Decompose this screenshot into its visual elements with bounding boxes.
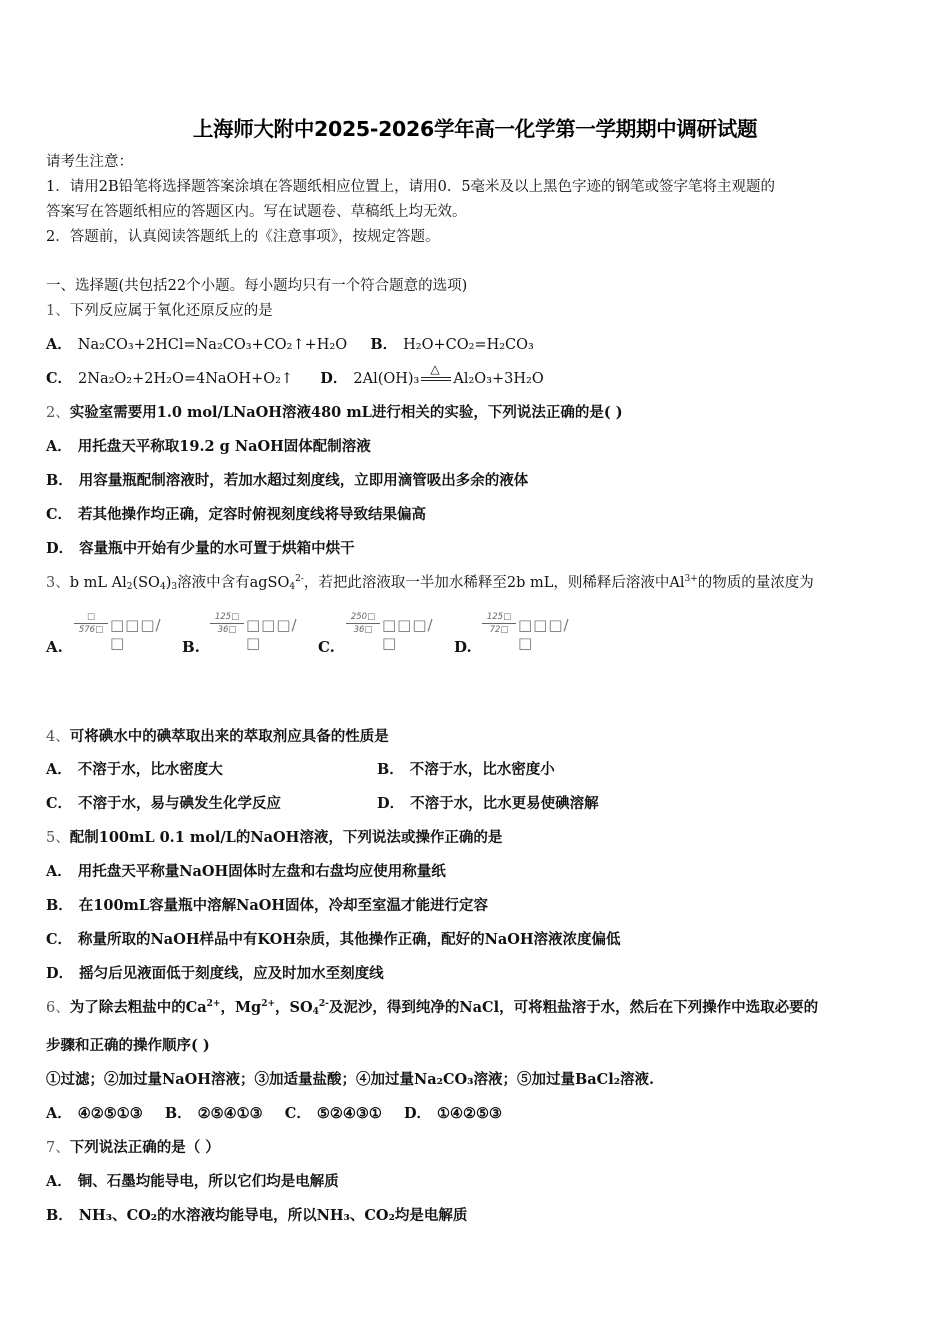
superscript: 2+ [206,999,221,1009]
option-text-d-product: Al₂O₃+3H₂O [453,371,544,387]
option-text: 不溶于水，比水密度大 [77,761,223,778]
stem-part: b mL Al [69,575,127,591]
option-label: C． [46,931,73,948]
option-text: 不溶于水，比水更易使碘溶解 [410,795,599,812]
stem-part: ，Mg [220,999,262,1016]
option-label-b: B． [370,336,398,353]
denominator: 72□ [489,625,509,635]
question-4-option-b [377,760,555,780]
notice-heading: 请考生注意： [46,154,133,170]
option-label-c: C． [284,1105,311,1122]
option-label: B. [182,638,200,656]
denominator: 36□ [217,625,237,635]
option-text: 用容量瓶配制溶液时，若加水超过刻度线，立即用滴管吸出多余的液体 [78,472,529,489]
page-title: 上海师大附中2025-2026学年高一化学第一学期期中调研试题 [192,117,758,141]
fraction [210,612,244,635]
question-2-option-c [46,505,426,525]
question-text: 下列反应属于氧化还原反应的是 [69,303,273,319]
fraction [74,612,108,635]
subscript: 3 [171,582,178,592]
question-text: 可将碘水中的碘萃取出来的萃取剂应具备的性质是 [69,728,389,745]
question-text: 实验室需要用1.0 mol/LNaOH溶液480 mL进行相关的实验，下列说法正确的是( ) [69,404,623,421]
option-label: A. [46,638,63,656]
option-text: 若其他操作均正确，定容时俯视刻度线将导致结果偏高 [78,506,427,523]
superscript: 3+ [684,574,698,584]
unit-text: □□□/□ [382,616,434,652]
question-1-options-cd [46,362,544,389]
question-3-stem [46,573,814,593]
section-heading: 一、选择题(共包括22个小题。每小题均只有一个符合题意的选项) [46,278,468,294]
question-number: 6、 [46,1000,70,1016]
option-label: D． [46,540,74,557]
option-label: A． [46,1173,72,1190]
question-6-stem [46,998,818,1018]
numerator: □ [74,612,108,624]
option-label: A． [46,438,72,455]
superscript: 2- [318,999,329,1009]
numerator: 250□ [346,612,380,624]
option-label-d: D． [403,1105,432,1122]
option-label: B． [46,1207,73,1224]
option-text-d-reactant: 2Al(OH)₃ [353,371,420,387]
question-2-option-d [46,539,355,559]
stem-part: 的物质的量浓度为 [697,575,814,591]
option-label: C. [318,638,335,656]
option-text-a: Na₂CO₃+2HCl=Na₂CO₃+CO₂↑+H₂O [77,337,348,353]
unit-text: □□□/□ [246,616,298,652]
option-label: C． [46,506,73,523]
delta-icon: △ [430,362,440,376]
subscript: 4 [312,1007,319,1017]
superscript: 2+ [261,999,275,1009]
question-2-stem [46,403,623,423]
question-1-stem [46,301,273,321]
heat-condition-equals-sign [421,362,451,385]
question-6-stem-line2: 步骤和正确的操作顺序( ) [46,1037,210,1054]
question-4-option-d [377,794,599,814]
question-5-option-d [46,964,384,984]
option-text-a: ④②⑤①③ [77,1105,143,1122]
stem-part: (SO [132,575,160,591]
question-7-stem [46,1138,220,1158]
option-text: 容量瓶中开始有少量的水可置于烘箱中烘干 [79,540,355,557]
option-label: B． [377,761,404,778]
option-label: A． [46,863,72,880]
question-number: 3、 [46,575,70,591]
question-4-option-c [46,794,281,814]
option-label-b: B． [164,1105,192,1122]
question-text: 下列说法正确的是（ ） [69,1139,220,1156]
option-text: 在100mL容量瓶中溶解NaOH固体，冷却至室温才能进行定容 [78,897,489,914]
option-text: 用托盘天平称量NaOH固体时左盘和右盘均应使用称量纸 [77,863,446,880]
option-label-a: A． [46,336,72,353]
option-text: 用托盘天平称取19.2 g NaOH固体配制溶液 [77,438,371,455]
option-label: A． [46,761,72,778]
option-text-b: H₂O+CO₂=H₂CO₃ [403,337,534,353]
question-5-option-b [46,896,488,916]
question-5-stem [46,828,502,848]
question-number: 2、 [46,405,70,421]
option-text-b: ②⑤④①③ [197,1105,263,1122]
option-label: D. [454,638,472,656]
question-4-option-a [46,760,223,780]
notice-item-1: 1．请用2B铅笔将选择题答案涂填在答题纸相应位置上，请用0．5毫米及以上黑色字迹的钢笔或签字笔将主观题的 [46,179,776,195]
numerator: 125□ [210,612,244,624]
notice-item-2: 2．答题前，认真阅读答题纸上的《注意事项》，按规定答题。 [46,229,440,245]
option-label: B． [46,897,73,914]
option-text: 称量所取的NaOH样品中有KOH杂质，其他操作正确，配好的NaOH溶液浓度偏低 [78,931,621,948]
stem-part: 为了除去粗盐中的Ca [69,999,207,1016]
question-number: 7、 [46,1140,70,1156]
stem-part: 及泥沙，得到纯净的NaCl，可将粗盐溶于水，然后在下列操作中选取必要的 [328,999,819,1016]
question-7-option-b [46,1206,467,1226]
option-text-d: ①④②⑤③ [437,1105,503,1122]
stem-part: ) [165,575,172,591]
option-label: D． [377,795,405,812]
question-2-option-b [46,471,528,491]
question-5-option-c [46,930,621,950]
question-5-option-a [46,862,446,882]
denominator: 36□ [353,625,373,635]
option-text: 摇匀后见液面低于刻度线，应及时加水至刻度线 [79,965,384,982]
unit-text: □□□/□ [110,616,162,652]
fraction [482,612,516,635]
option-text-c: 2Na₂O₂+2H₂O=4NaOH+O₂↑ [78,371,294,387]
question-number: 1、 [46,303,70,319]
option-label: C． [46,795,73,812]
question-6-options [46,1104,502,1124]
option-text: 不溶于水，易与碘发生化学反应 [78,795,282,812]
option-text-c: ⑤②④③① [316,1105,382,1122]
denominator: 576□ [78,625,104,635]
fraction [346,612,380,635]
question-4-stem [46,727,389,747]
question-2-option-a [46,437,371,457]
option-text: 不溶于水，比水密度小 [409,761,555,778]
stem-part: 溶液中含有agSO [177,575,290,591]
subscript: 2 [126,582,133,592]
subscript: 4 [289,582,296,592]
option-label-c: C． [46,370,73,387]
question-6-steps: ①过滤；②加过量NaOH溶液；③加适量盐酸；④加过量Na₂CO₃溶液；⑤加过量BaCl₂溶液. [46,1071,655,1088]
notice-item-1-cont: 答案写在答题纸相应的答题区内。写在试题卷、草稿纸上均无效。 [46,204,467,220]
option-label: B． [46,472,73,489]
question-number: 4、 [46,729,70,745]
option-text: NH₃、CO₂的水溶液均能导电，所以NH₃、CO₂均是电解质 [78,1207,468,1224]
option-label-d: D． [320,370,348,387]
option-label-a: A． [46,1105,72,1122]
superscript: 2- [295,574,304,584]
unit-text: □□□/□ [518,616,570,652]
subscript: 4 [159,582,166,592]
question-7-option-a [46,1172,339,1192]
question-number: 5、 [46,830,70,846]
stem-part: ，SO [275,999,313,1016]
question-1-options-ab [46,335,534,355]
option-label: D． [46,965,74,982]
question-text: 配制100mL 0.1 mol/L的NaOH溶液，下列说法或操作正确的是 [69,829,503,846]
stem-part: ，若把此溶液取一半加水稀释至2b mL，则稀释后溶液中Al [303,575,685,591]
numerator: 125□ [482,612,516,624]
option-text: 铜、石墨均能导电，所以它们均是电解质 [77,1173,339,1190]
